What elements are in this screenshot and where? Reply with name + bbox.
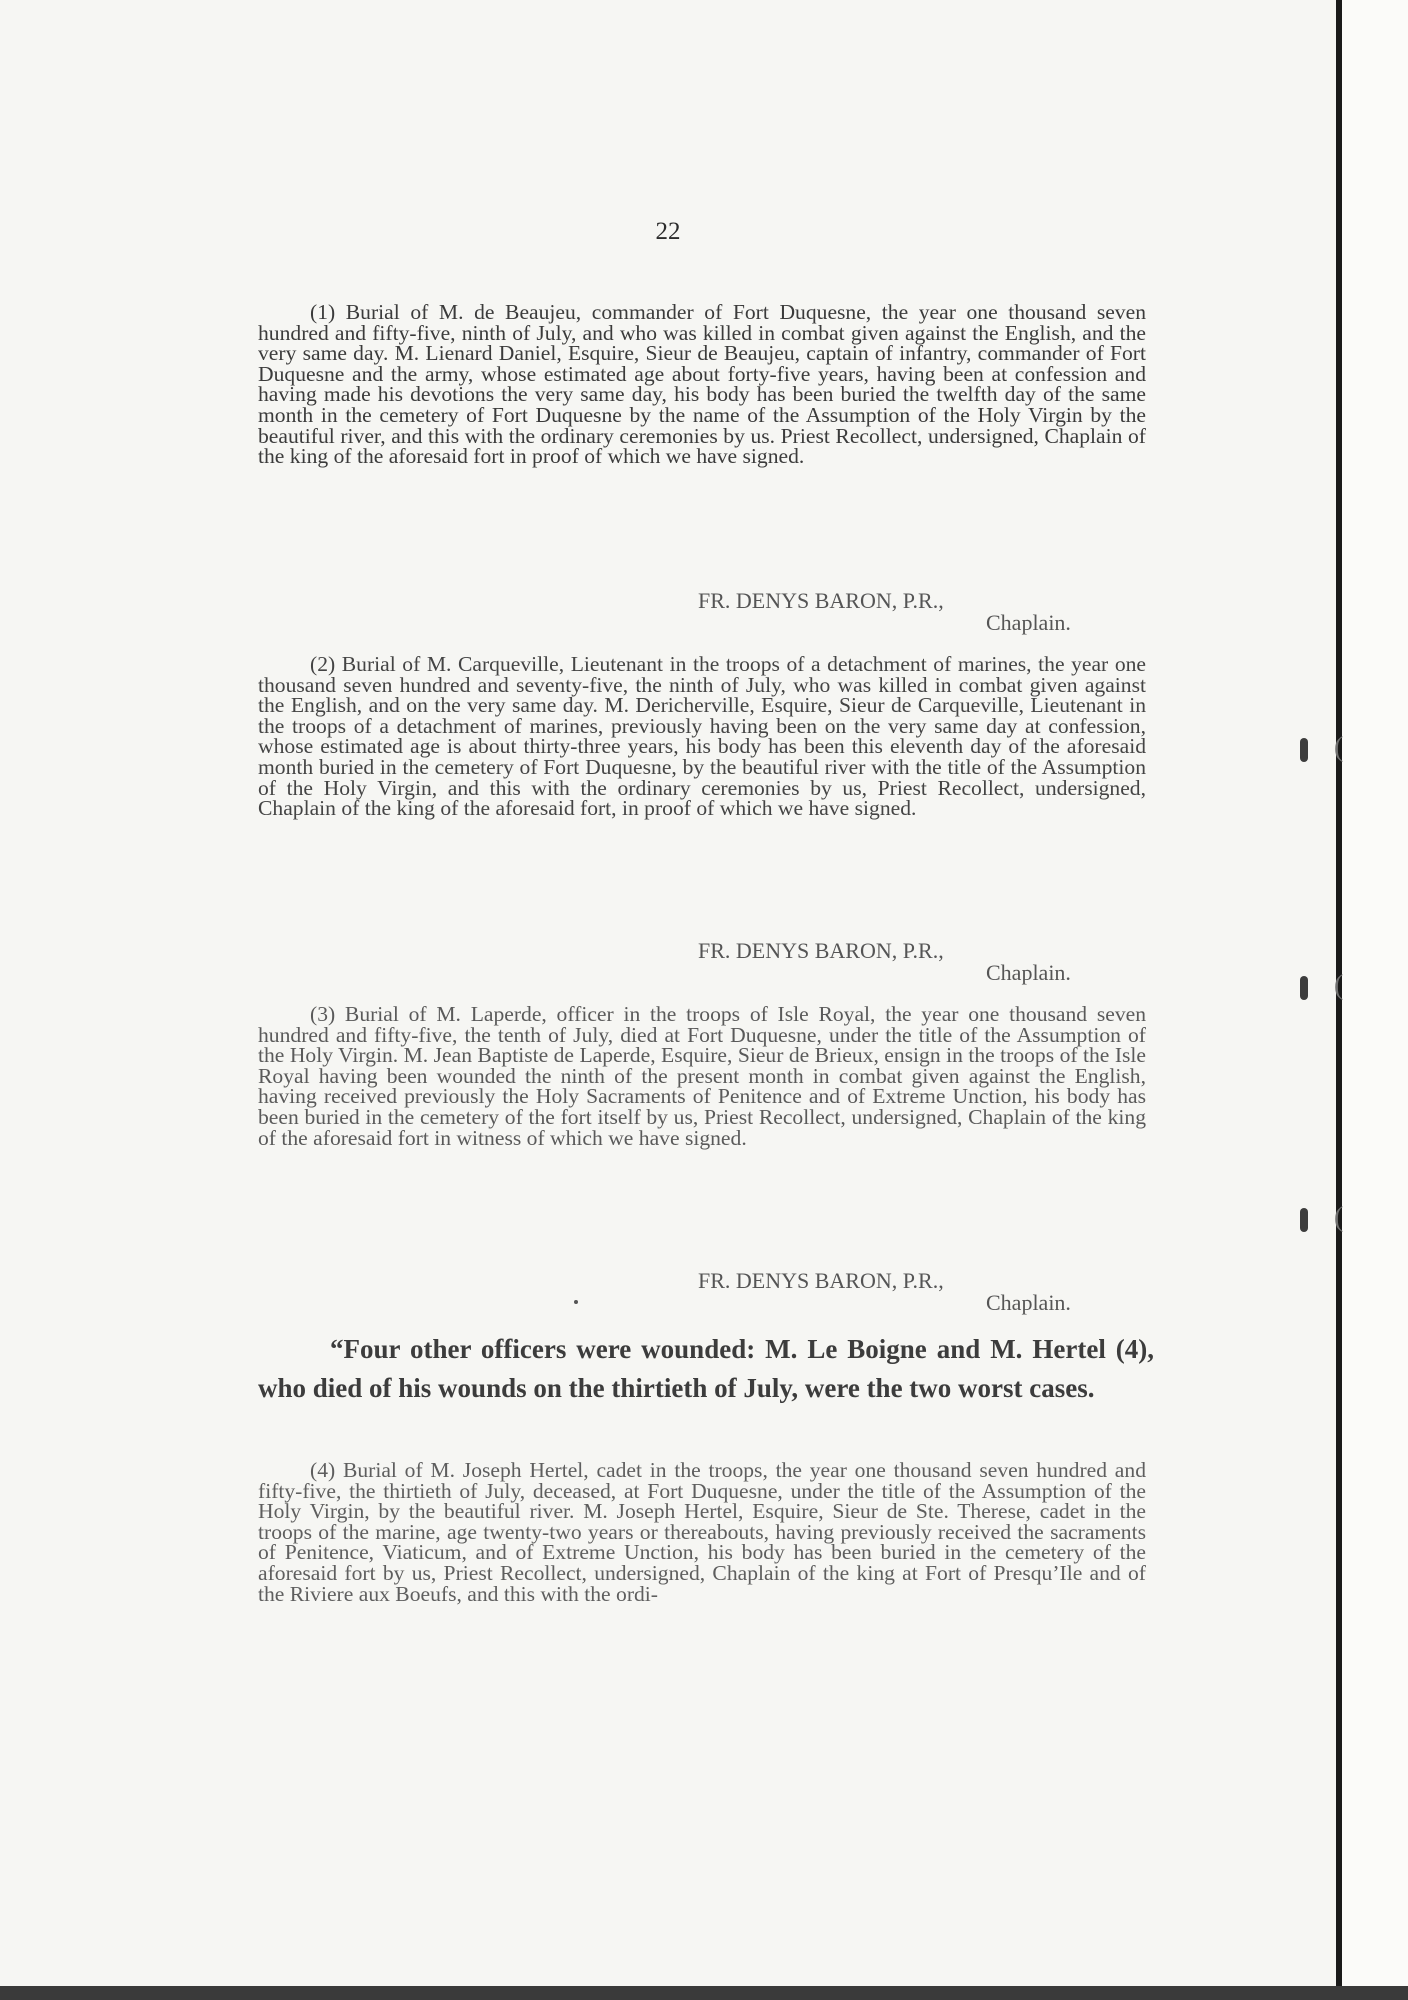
- burial-entry-2: (2) Burial of M. Carqueville, Lieutenant in the troops of a detachment of marines, the year one thousand seven hundred and seventy-five, the ninth of July, who was killed in combat given against the English, and on the very same day. M. Dericherville, Esquire, Sieur de Carqueville, Lieutenant in the troops of a detachment of marines, previously having been on the very same day at confession, whose estimated age is about thirty-three years, his body has been this eleventh day of the aforesaid month buried in the cemetery of Fort Duquesne, by the beautiful river with the title of the Assumption of the Holy Virgin, and this with the ordinary ceremonies by us, Priest Recollect, undersigned, Chaplain of the king of the aforesaid fort, in proof of which we have signed.: [258, 652, 1146, 821]
- margin-mark-3: (: [1300, 1202, 1343, 1234]
- margin-mark-2: (: [1300, 970, 1343, 1002]
- margin-mark-1: (: [1300, 732, 1343, 764]
- burial-entry-3: (3) Burial of M. Laperde, officer in the troops of Isle Royal, the year one thousand seven hundred and fifty-five, the tenth of July, died at Fort Duquesne, under the title of the Assumption of the Holy Virgin. M. Jean Baptiste de Laperde, Esquire, Sieur de Brieux, ensign in the troops of the Isle Royal having been wounded the ninth of the present month in combat given against the English, having received previously the Holy Sacraments of Penitence and of Extreme Unction, his body has been buried in the cemetery of the fort itself by us, Priest Recollect, undersigned, Chaplain of the king of the aforesaid fort in witness of which we have signed.: [258, 1002, 1146, 1150]
- signature-3: [698, 1270, 1108, 1314]
- ink-blot-icon: [1300, 1208, 1308, 1232]
- ink-blot-icon: [1300, 976, 1308, 1000]
- ink-blot-icon: [1300, 738, 1308, 762]
- facing-page-edge: [1342, 0, 1408, 2000]
- signature-name: FR. DENYS BARON, P.R.,: [698, 588, 944, 613]
- signature-2: [698, 940, 1108, 984]
- signature-title: Chaplain.: [986, 960, 1071, 985]
- signature-1: [698, 590, 1108, 634]
- footnote-4: (4) Burial of M. Joseph Hertel, cadet in the troops, the year one thousand seven hundred and fifty-five, the thirtieth of July, deceased, at Fort Duquesne, under the title of the Assumption of the Holy Virgin, by the beautiful river. M. Joseph Hertel, Esquire, Sieur de Ste. Therese, cadet in the troops of the marine, age twenty-two years or thereabouts, having previously received the sacraments of Penitence, Viaticum, and of Extreme Unction, his body has been buried in the cemetery of the aforesaid fort by us, Priest Recollect, undersigned, Chaplain of the king at Fort of Presqu’Ile and of the Riviere aux Boeufs, and this with the ordi-: [258, 1458, 1146, 1606]
- burial-entry-1: (1) Burial of M. de Beaujeu, commander of Fort Duquesne, the year one thousand seven hundred and fifty-five, ninth of July, and who was killed in combat given against the English, and the very same day. M. Lienard Daniel, Esquire, Sieur de Beaujeu, captain of infantry, commander of Fort Duquesne and the army, whose estimated age about forty-five years, having been at confession and having made his devotions the very same day, his body has been buried the twelfth day of the same month in the cemetery of Fort Duquesne by the name of the Assumption of the Holy Virgin by the beautiful river, and this with the ordinary ceremonies by us. Priest Recollect, undersigned, Chaplain of the king of the aforesaid fort in proof of which we have signed.: [258, 300, 1146, 469]
- signature-name: FR. DENYS BARON, P.R.,: [698, 1268, 944, 1293]
- signature-name: FR. DENYS BARON, P.R.,: [698, 938, 944, 963]
- scan-bottom-edge: [0, 1986, 1408, 2000]
- signature-title: Chaplain.: [986, 1290, 1071, 1315]
- quote-paragraph: “Four other officers were wounded: M. Le Boigne and M. Hertel (4), who died of his wounds on the thirtieth of July, were the two worst cases.: [258, 1334, 1154, 1403]
- page-number: 22: [655, 218, 681, 245]
- stray-dot: [574, 1300, 578, 1304]
- signature-title: Chaplain.: [986, 610, 1071, 635]
